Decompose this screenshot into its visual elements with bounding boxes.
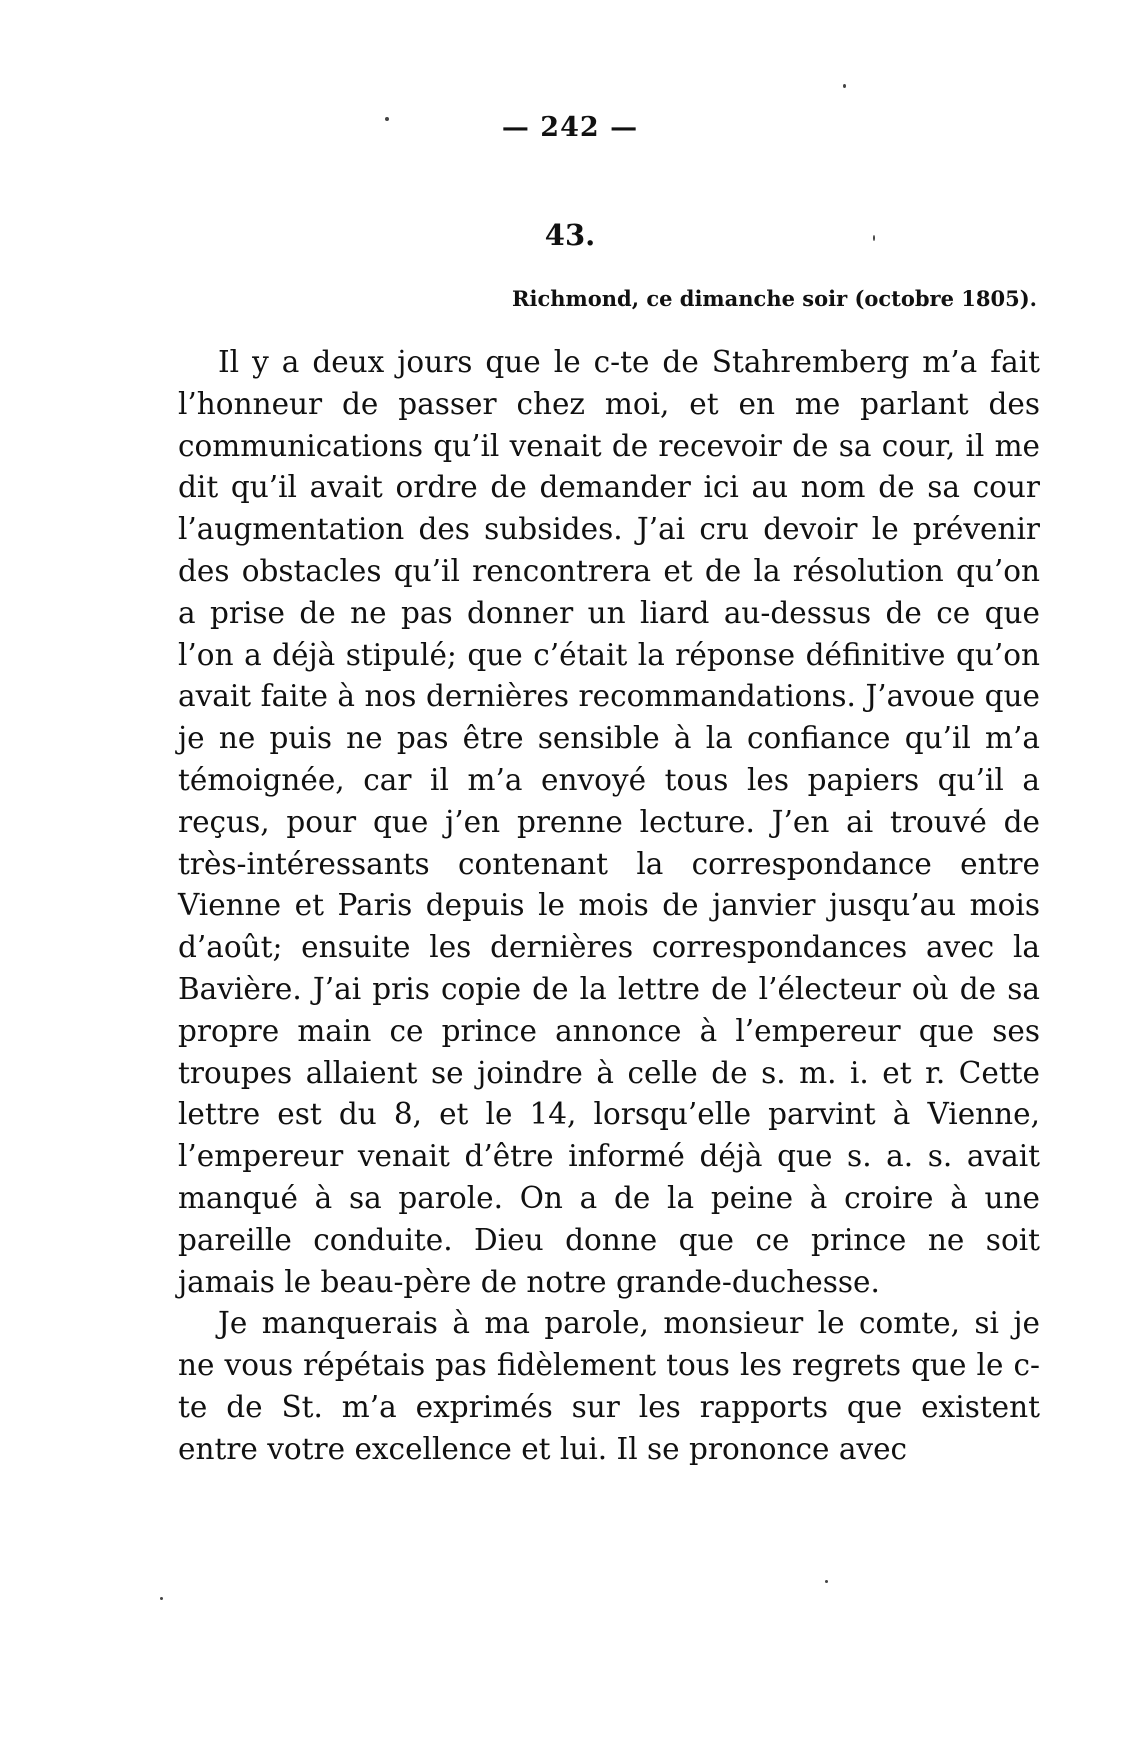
paragraph: Je manquerais à ma parole, monsieur le comte, si je ne vous répétais pas fidèlement tous les regrets que le c-te de St. m’a exprimés sur les rapports que existent entre votre excellence et lui. Il se prononce avec bbox=[178, 1306, 1040, 1466]
dateline: Richmond, ce dimanche soir (octobre 1805). bbox=[512, 286, 1037, 311]
page-number: — 242 — bbox=[501, 112, 639, 143]
letter-number: 43. bbox=[544, 218, 596, 252]
letter-body bbox=[178, 342, 1040, 1471]
scan-speck bbox=[385, 117, 389, 121]
scan-speck bbox=[825, 1580, 828, 1583]
scan-speck bbox=[873, 235, 875, 241]
paragraph: Il y a deux jours que le c-te de Stahremberg m’a fait l’honneur de passer chez moi, et en me parlant des communications qu’il venait de recevoir de sa cour, il me dit qu’il avait ordre de demander ici au nom de sa cour l’augmentation des subsides. J’ai cru devoir le prévenir des obstacles qu’il rencontrera et de la résolution qu’on a prise de ne pas donner un liard au-dessus de ce que l’on a déjà stipulé; que c’était la réponse définitive qu’on avait faite à nos dernières recommandations. J’avoue que je ne puis ne pas être sensible à la confiance qu’il m’a témoignée, car il m’a envoyé tous les papiers qu’il a reçus, pour que j’en prenne lecture. J’en ai trouvé de très-intéressants contenant la correspondance entre Vienne et Paris depuis le mois de janvier jusqu’au mois d’août; ensuite les dernières correspondances avec la Bavière. J’ai pris copie de la lettre de l’électeur où de sa propre main ce prince annonce à l’empereur que ses troupes allaient se joindre à celle de s. m. i. et r. Cette lettre est du 8, et le 14, lorsqu’elle parvint à Vienne, l’empereur venait d’être informé déjà que s. a. s. avait manqué à sa parole. On a de la peine à croire à une pareille conduite. Dieu donne que ce prince ne soit jamais le beau-père de notre grande-duchesse. bbox=[178, 345, 1040, 1299]
scan-speck bbox=[160, 1597, 163, 1600]
scan-speck bbox=[843, 84, 846, 88]
